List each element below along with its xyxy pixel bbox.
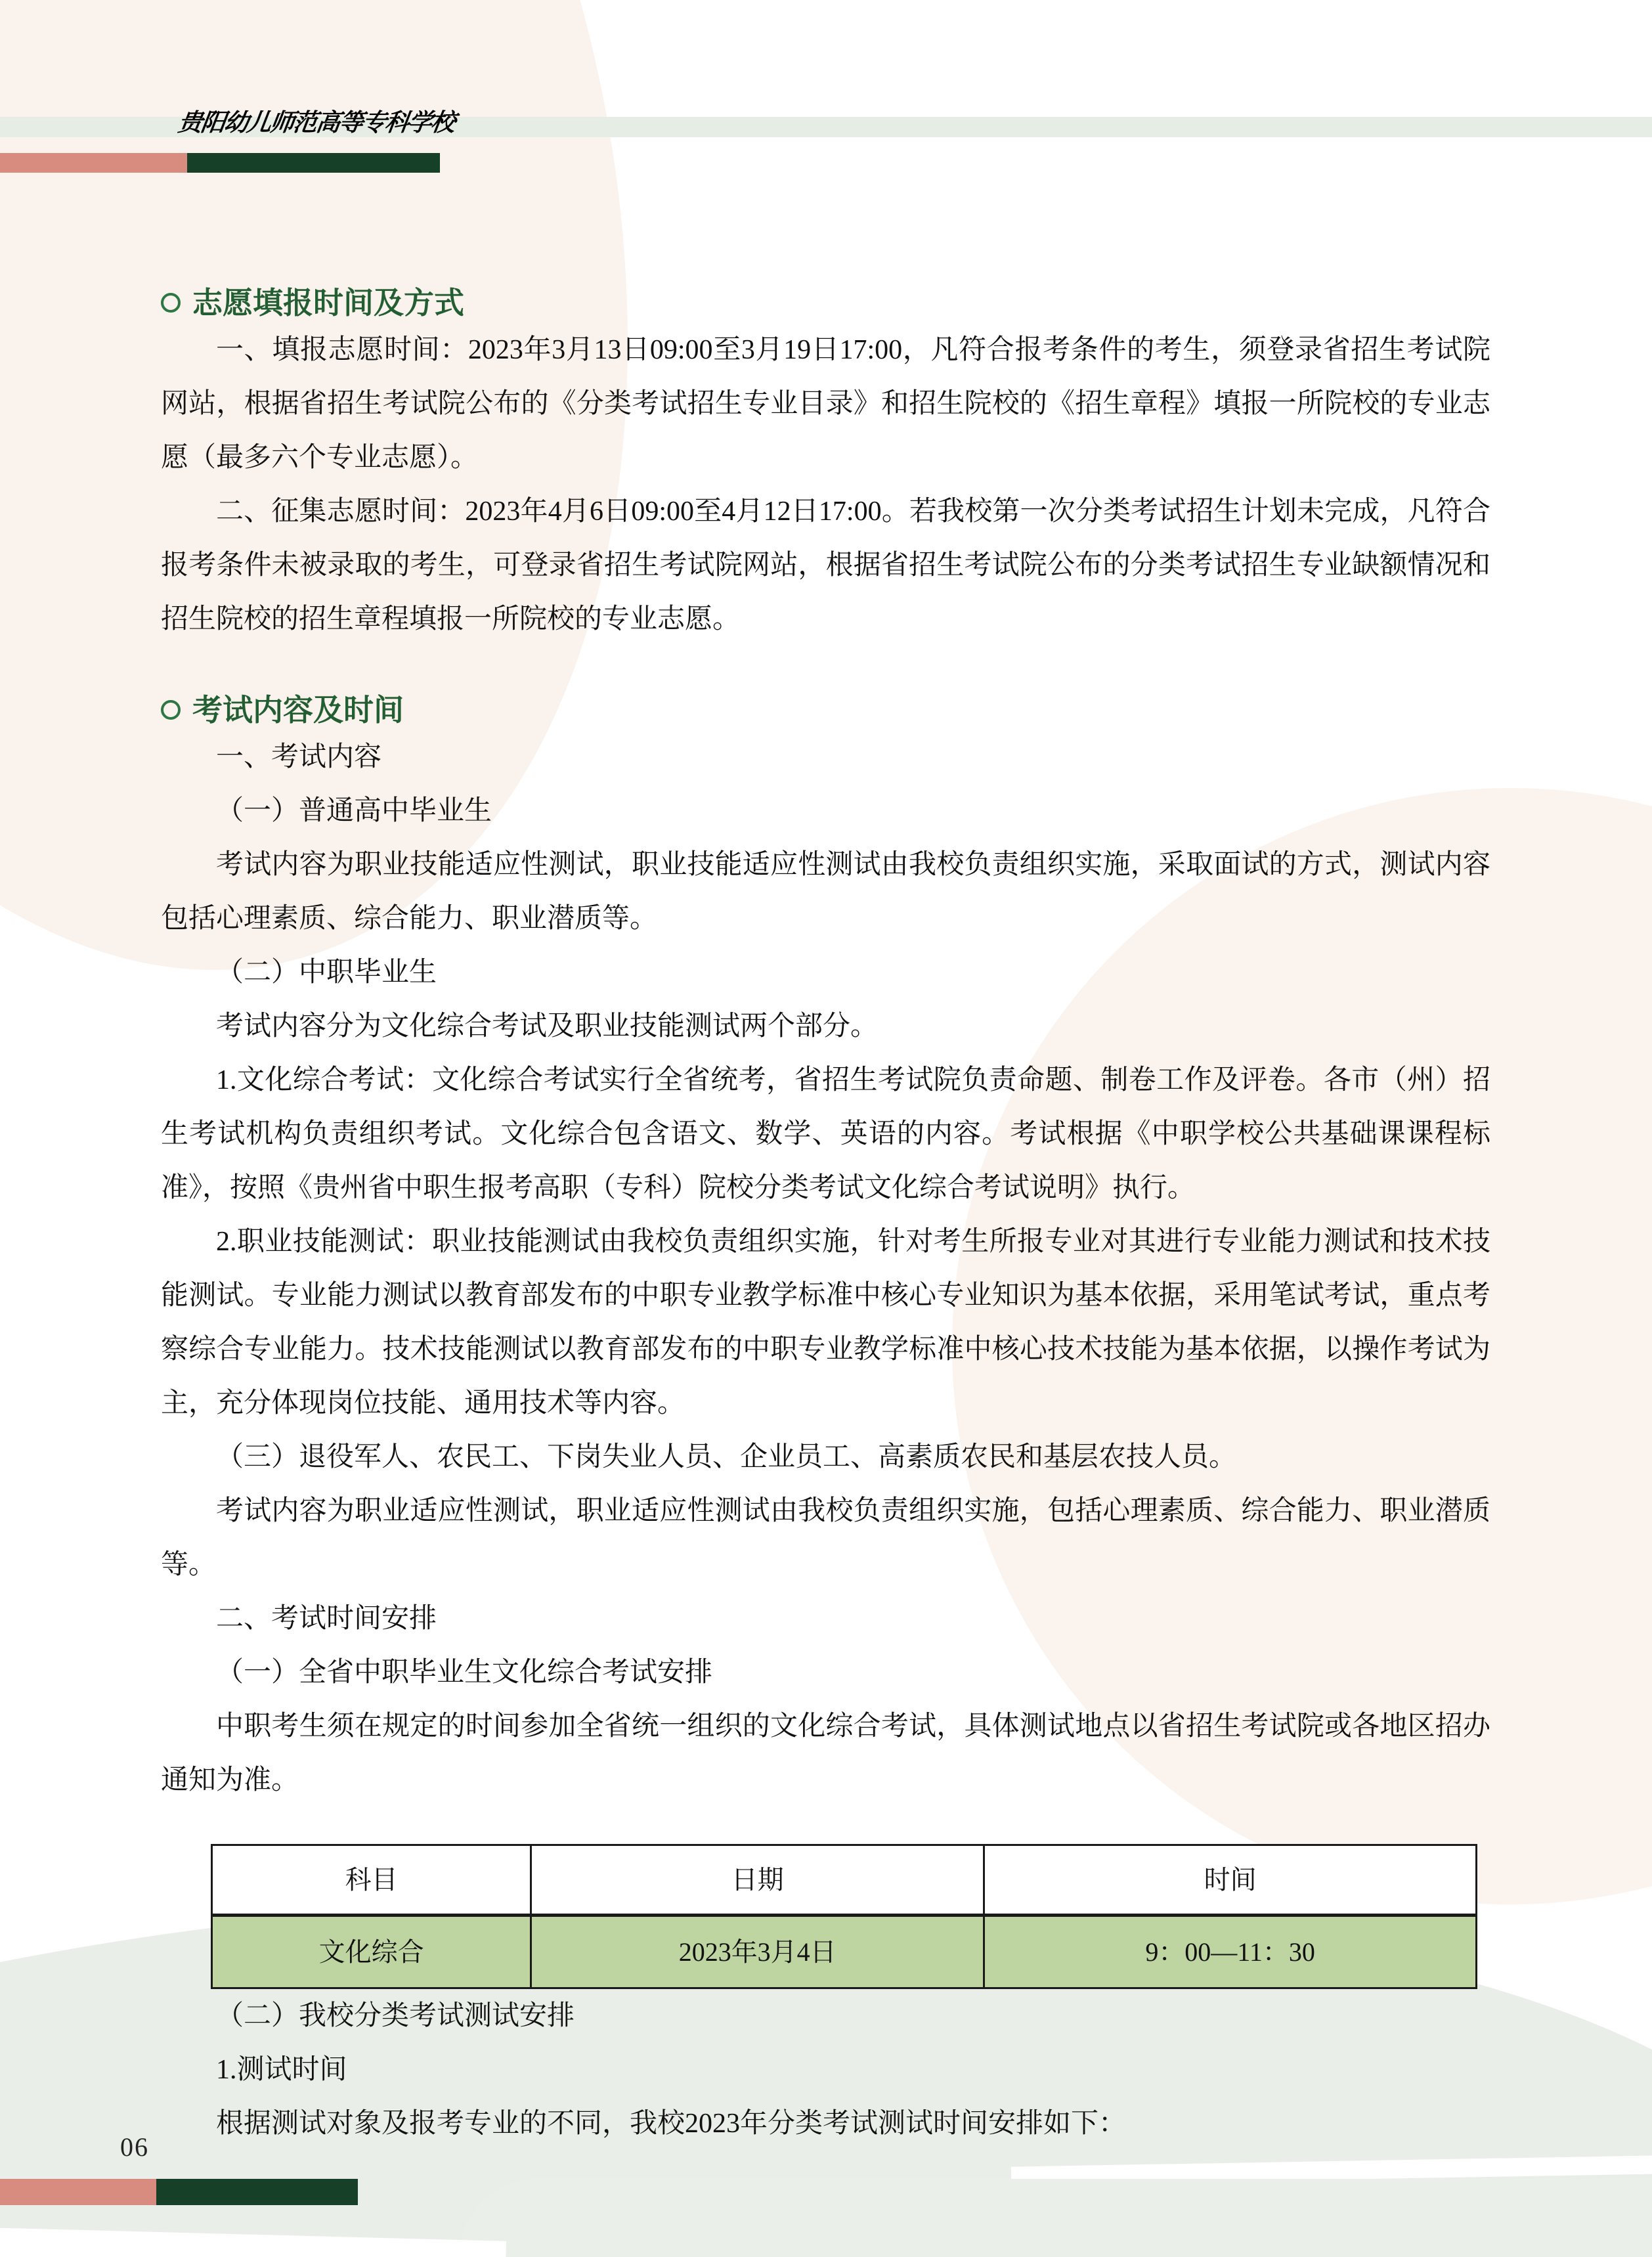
paragraph: 中职考生须在规定的时间参加全省统一组织的文化综合考试，具体测试地点以省招生考试院或各地区招办通知为准。	[161, 1711, 1490, 1795]
table-header-date: 日期	[531, 1845, 984, 1916]
paragraph: 根据测试对象及报考专业的不同，我校2023年分类考试测试时间安排如下：	[216, 2109, 1127, 2139]
table-cell-subject: 文化综合	[212, 1916, 531, 1988]
ring-bullet-icon	[161, 293, 181, 313]
paragraph: 考试内容为职业技能适应性测试，职业技能适应性测试由我校负责组织实施，采取面试的方式，测试内容包括心理素质、综合能力、职业潜质等。	[161, 850, 1490, 934]
paragraph: 一、考试内容	[216, 742, 382, 772]
paragraph: 一、填报志愿时间：2023年3月13日09:00至3月19日17:00，凡符合报考条件的考生，须登录省招生考试院网站，根据省招生考试院公布的《分类考试招生专业目录》和招生院校的《招生章程》填报一所院校的专业志愿（最多六个专业志愿）。	[161, 335, 1490, 473]
footer-bar-green	[156, 2179, 358, 2205]
table-header-time: 时间	[984, 1845, 1477, 1916]
section-heading-application	[161, 282, 1490, 323]
paragraph: （二）中职毕业生	[216, 957, 437, 988]
paragraph: 二、考试时间安排	[216, 1604, 437, 1634]
paragraph: （三）退役军人、农民工、下岗失业人员、企业员工、高素质农民和基层农技人员。	[216, 1442, 1237, 1472]
paragraph: （一）全省中职毕业生文化综合考试安排	[216, 1657, 713, 1688]
table-header-subject: 科目	[212, 1845, 531, 1916]
section-title: 考试内容及时间	[192, 693, 404, 727]
paragraph: 考试内容分为文化综合考试及职业技能测试两个部分。	[216, 1011, 879, 1041]
table-cell-date: 2023年3月4日	[531, 1916, 984, 1988]
exam-schedule-table	[211, 1844, 1477, 1989]
table-row	[212, 1916, 1477, 1988]
paragraph: 1.测试时间	[216, 2055, 347, 2085]
header-bar-pink	[0, 153, 187, 173]
section-heading-exam	[161, 690, 1490, 730]
paragraph: （一）普通高中毕业生	[216, 796, 492, 826]
school-logo-calligraphy: 贵阳幼儿师范高等专科学校	[176, 108, 456, 137]
paragraph: （二）我校分类考试测试安排	[216, 2001, 575, 2031]
paragraph: 考试内容为职业适应性测试，职业适应性测试由我校负责组织实施，包括心理素质、综合能力、职业潜质等。	[161, 1496, 1490, 1580]
page-content	[161, 0, 1490, 2151]
paragraph: 1.文化综合考试：文化综合考试实行全省统考，省招生考试院负责命题、制卷工作及评卷。各市（州）招生考试机构负责组织考试。文化综合包含语文、数学、英语的内容。考试根据《中职学校公共基础课课程标准》，按照《贵州省中职生报考高职（专科）院校分类考试文化综合考试说明》执行。	[161, 1065, 1490, 1203]
table-header-row	[212, 1845, 1477, 1916]
footer-bar-pink	[0, 2179, 156, 2205]
ring-bullet-icon	[161, 700, 181, 720]
paragraph: 二、征集志愿时间：2023年4月6日09:00至4月12日17:00。若我校第一次分类考试招生计划未完成，凡符合报考条件未被录取的考生，可登录省招生考试院网站，根据省招生考试院公布的分类考试招生专业缺额情况和招生院校的招生章程填报一所院校的专业志愿。	[161, 496, 1490, 634]
background-mint-strip	[460, 2179, 1652, 2257]
page-number: 06	[120, 2132, 149, 2162]
table-cell-time: 9：00—11：30	[984, 1916, 1477, 1988]
paragraph: 2.职业技能测试：职业技能测试由我校负责组织实施，针对考生所报专业对其进行专业能力测试和技术技能测试。专业能力测试以教育部发布的中职专业教学标准中核心专业知识为基本依据，采用笔试考试，重点考察综合专业能力。技术技能测试以教育部发布的中职专业教学标准中核心技术技能为基本依据，以操作考试为主，充分体现岗位技能、通用技术等内容。	[161, 1227, 1490, 1418]
section-title: 志愿填报时间及方式	[192, 286, 464, 320]
